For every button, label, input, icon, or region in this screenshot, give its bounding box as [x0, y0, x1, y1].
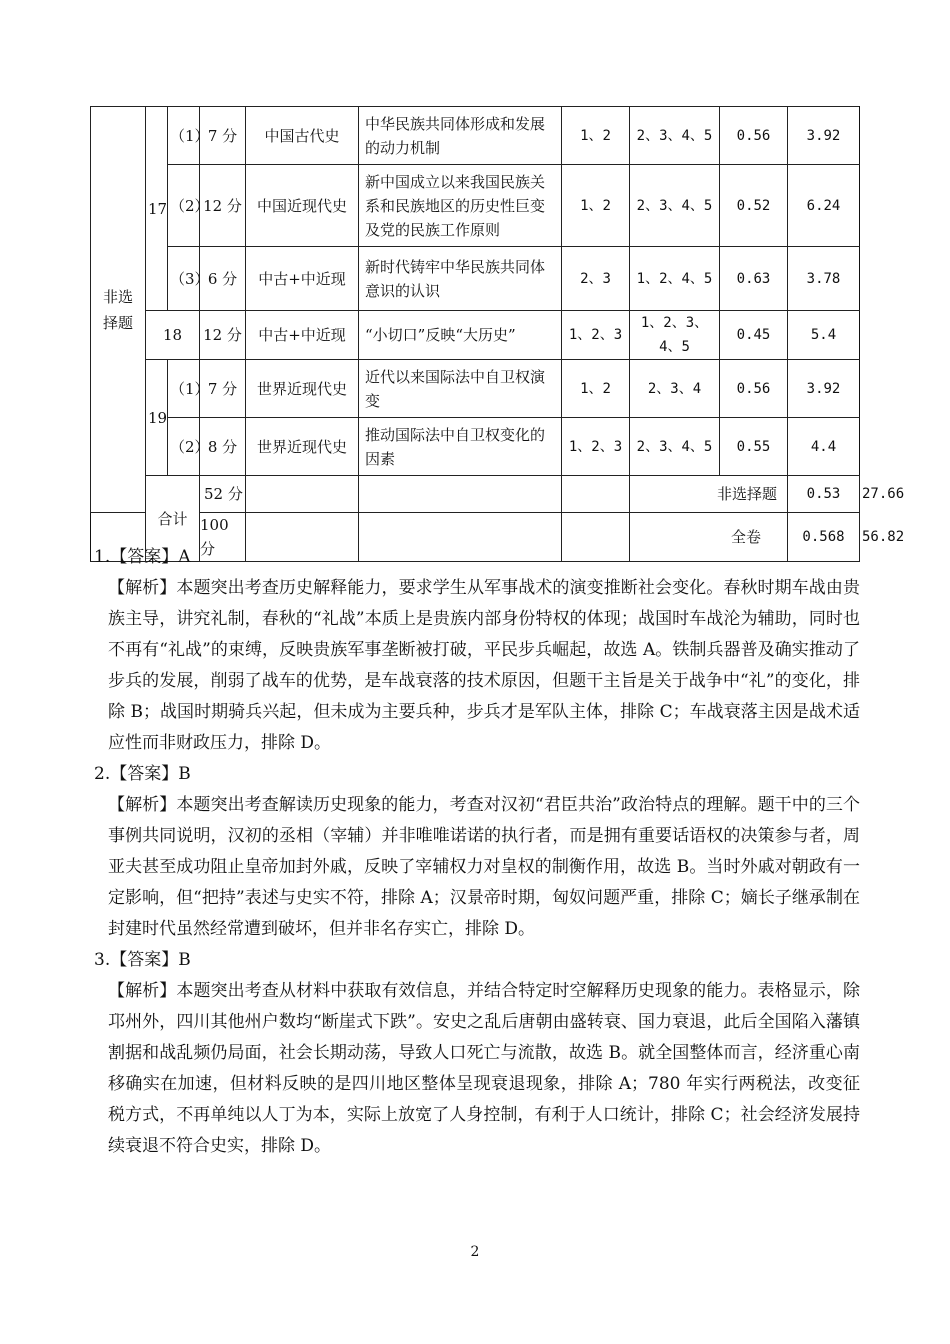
level1-cell: 1、2、3	[562, 311, 630, 360]
topic-cell: 近代以来国际法中自卫权演变	[359, 360, 562, 418]
answer-analysis: 【解析】本题突出考查历史解释能力，要求学生从军事战术的演变推断社会变化。春秋时期车战由贵族主导，讲究礼制，春秋的“礼战”本质上是贵族内部身份特权的体现；战国时车战沦为辅助，同时也不再有“礼战”的束缚，反映贵族军事垄断被打破，平民步兵崛起，故选 A。铁制兵器普及确实推动了步兵的发展，削弱了战车的优势，是车战衰落的技术原因，但题干主旨是关于战争中“礼”的变化，排除 B；战国时期骑兵兴起，但未成为主要兵种，步兵才是军队主体，排除 C；车战衰落主因是战术适应性而非财政压力，排除 D。	[108, 578, 860, 753]
topic-cell: 新时代铸牢中华民族共同体意识的认识	[359, 247, 562, 311]
period-cell: 世界近现代史	[246, 418, 359, 476]
table-row	[91, 360, 860, 418]
score-cell: 8 分	[200, 418, 246, 476]
answer-item	[94, 759, 860, 945]
level2-cell: 1、2、3、4、5	[630, 311, 720, 360]
level2-cell: 2、3、4	[630, 360, 720, 418]
empty-cell	[359, 476, 562, 513]
expected-cell: 3.78	[788, 247, 860, 311]
answer-item	[94, 542, 860, 759]
answer-item	[94, 945, 860, 1162]
section-label: 非选 择题	[91, 107, 146, 513]
period-cell: 中古+中近现	[246, 247, 359, 311]
period-cell: 世界近现代史	[246, 360, 359, 418]
question-number: 17	[146, 107, 168, 311]
level1-cell: 1、2、3	[562, 418, 630, 476]
score-analysis-table	[90, 106, 905, 562]
table-row	[91, 311, 860, 360]
level2-cell: 1、2、4、5	[630, 247, 720, 311]
topic-cell: 新中国成立以来我国民族关系和民族地区的历史性巨变及党的民族工作原则	[359, 165, 562, 247]
level1-cell: 1、2	[562, 107, 630, 165]
answer-section	[94, 542, 860, 1162]
question-number: 19	[146, 360, 168, 476]
period-cell: 中国古代史	[246, 107, 359, 165]
sub-question: （1）	[168, 107, 200, 165]
score-cell: 12 分	[200, 311, 246, 360]
score-cell: 12 分	[200, 165, 246, 247]
table-row: 100 分 全卷 0.568 56.82	[91, 513, 860, 562]
total-label: 合计	[146, 476, 200, 562]
topic-cell: “小切口”反映“大历史”	[359, 311, 562, 360]
difficulty-cell: 0.55	[720, 418, 788, 476]
period-cell: 中国近现代史	[246, 165, 359, 247]
question-number: 18	[146, 311, 200, 360]
sub-question: （3）	[168, 247, 200, 311]
table-row	[91, 165, 860, 247]
score-cell: 7 分	[200, 360, 246, 418]
total-score: 52 分	[200, 476, 246, 513]
total-score: 100 分	[200, 513, 246, 562]
table-row	[91, 247, 860, 311]
sub-question: （2）	[168, 165, 200, 247]
page-number: 2	[470, 1244, 480, 1260]
expected-cell: 6.24	[788, 165, 860, 247]
expected-cell: 3.92	[788, 107, 860, 165]
topic-cell: 中华民族共同体形成和发展的动力机制	[359, 107, 562, 165]
topic-cell: 推动国际法中自卫权变化的因素	[359, 418, 562, 476]
total-type: 全卷	[630, 513, 788, 562]
expected-cell: 4.4	[788, 418, 860, 476]
difficulty-cell: 0.56	[720, 360, 788, 418]
level1-cell: 2、3	[562, 247, 630, 311]
difficulty-cell: 0.56	[720, 107, 788, 165]
level2-cell: 2、3、4、5	[630, 418, 720, 476]
period-cell: 中古+中近现	[246, 311, 359, 360]
expected-cell: 3.92	[788, 360, 860, 418]
difficulty-cell: 0.45	[720, 311, 788, 360]
total-type: 非选择题	[630, 476, 788, 513]
level1-cell: 1、2	[562, 360, 630, 418]
table-row: 合计 52 分 非选择题 0.53 27.66	[91, 476, 860, 513]
empty-cell	[562, 476, 630, 513]
level2-cell: 2、3、4、5	[630, 107, 720, 165]
expected-cell: 5.4	[788, 311, 860, 360]
answer-head: 3.【答案】B	[94, 950, 191, 970]
answer-head: 1.【答案】A	[94, 547, 191, 567]
difficulty-cell: 0.568	[788, 513, 860, 562]
level1-cell: 1、2	[562, 165, 630, 247]
score-cell: 6 分	[200, 247, 246, 311]
empty-cell	[246, 476, 359, 513]
difficulty-cell: 0.63	[720, 247, 788, 311]
sub-question: （2）	[168, 418, 200, 476]
table-row	[91, 107, 860, 165]
difficulty-cell: 0.52	[720, 165, 788, 247]
answer-analysis: 【解析】本题突出考查解读历史现象的能力，考查对汉初“君臣共治”政治特点的理解。题干中的三个事例共同说明，汉初的丞相（宰辅）并非唯唯诺诺的执行者，而是拥有重要话语权的决策参与者，周亚夫甚至成功阻止皇帝加封外戚，反映了宰辅权力对皇权的制衡作用，故选 B。当时外戚对朝政有一定影响，但“把持”表述与史实不符，排除 A；汉景帝时期，匈奴问题严重，排除 C；嫡长子继承制在封建时代虽然经常遭到破坏，但并非名存实亡，排除 D。	[108, 795, 860, 939]
difficulty-cell: 0.53	[788, 476, 860, 513]
answer-analysis: 【解析】本题突出考查从材料中获取有效信息，并结合特定时空解释历史现象的能力。表格显示，除邛州外，四川其他州户数均“断崖式下跌”。安史之乱后唐朝由盛转衰、国力衰退，此后全国陷入藩镇割据和战乱频仍局面，社会长期动荡，导致人口死亡与流散，故选 B。就全国整体而言，经济重心南移确实在加速，但材料反映的是四川地区整体呈现衰退现象，排除 A；780 年实行两税法，改变征税方式，不再单纯以人丁为本，实际上放宽了人身控制，有利于人口统计，排除 C；社会经济发展持续衰退不符合史实，排除 D。	[108, 981, 860, 1156]
answer-head: 2.【答案】B	[94, 764, 191, 784]
score-cell: 7 分	[200, 107, 246, 165]
level2-cell: 2、3、4、5	[630, 165, 720, 247]
sub-question: （1）	[168, 360, 200, 418]
table-row	[91, 418, 860, 476]
